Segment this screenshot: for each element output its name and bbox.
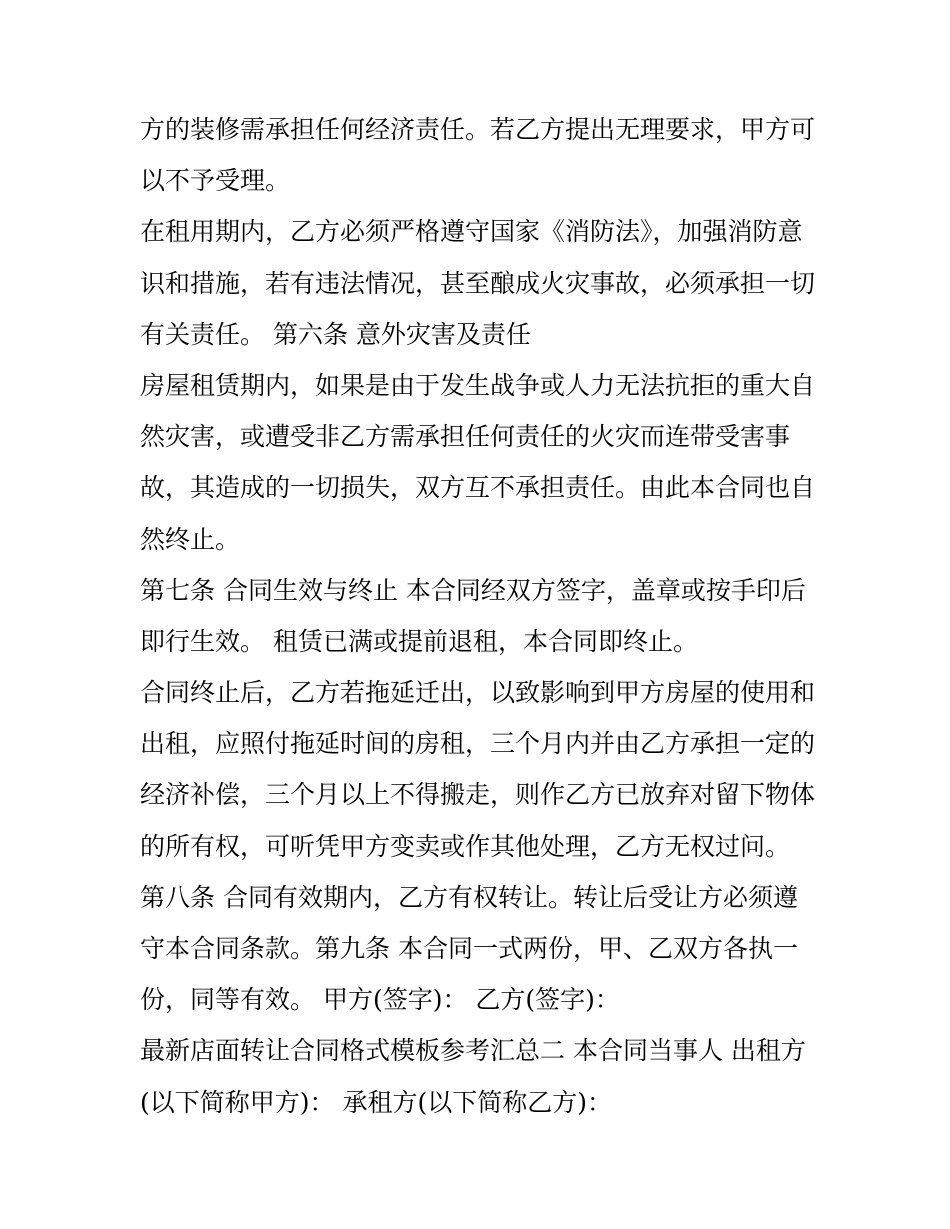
text-line: (以下简称甲方)： 承租方(以下简称乙方)： — [140, 1087, 612, 1117]
text-line: 有关责任。 第六条 意外灾害及责任 — [140, 319, 531, 349]
text-line: 然终止。 — [140, 524, 241, 554]
text-line: 然灾害，或遭受非乙方需承担任何责任的火灾而连带受害事 — [140, 422, 791, 452]
text-line: 经济补偿，三个月以上不得搬走，则作乙方已放弃对留下物体 — [140, 780, 816, 810]
text-line: 识和措施，若有违法情况，甚至酿成火灾事故，必须承担一切 — [140, 268, 816, 298]
text-line: 第八条 合同有效期内，乙方有权转让。转让后受让方必须遵 — [140, 882, 798, 912]
text-line: 出租，应照付拖延时间的房租，三个月内并由乙方承担一定的 — [140, 729, 816, 759]
text-line: 故，其造成的一切损失，双方互不承担责任。由此本合同也自 — [140, 473, 816, 503]
text-line: 合同终止后，乙方若拖延迁出，以致影响到甲方房屋的使用和 — [140, 678, 816, 708]
text-line: 第七条 合同生效与终止 本合同经双方签字，盖章或按手印后 — [140, 575, 806, 605]
text-line: 以不予受理。 — [140, 166, 291, 196]
text-line: 方的装修需承担任何经济责任。若乙方提出无理要求，甲方可 — [140, 115, 816, 144]
text-line: 份，同等有效。 甲方(签字)： 乙方(签字)： — [140, 985, 620, 1015]
text-line: 守本合同条款。第九条 本合同一式两份，甲、乙双方各执一 — [140, 934, 798, 963]
text-line: 即行生效。 租赁已满或提前退租，本合同即终止。 — [140, 626, 698, 656]
document-body — [140, 104, 820, 1128]
text-line: 房屋租赁期内，如果是由于发生战争或人力无法抗拒的重大自 — [140, 370, 816, 400]
text-line: 的所有权，可听凭甲方变卖或作其他处理，乙方无权过问。 — [140, 831, 791, 861]
text-line: 在租用期内，乙方必须严格遵守国家《消防法》，加强消防意 — [140, 217, 803, 247]
text-line: 最新店面转让合同格式模板参考汇总二 本合同当事人 出租方 — [140, 1036, 806, 1066]
